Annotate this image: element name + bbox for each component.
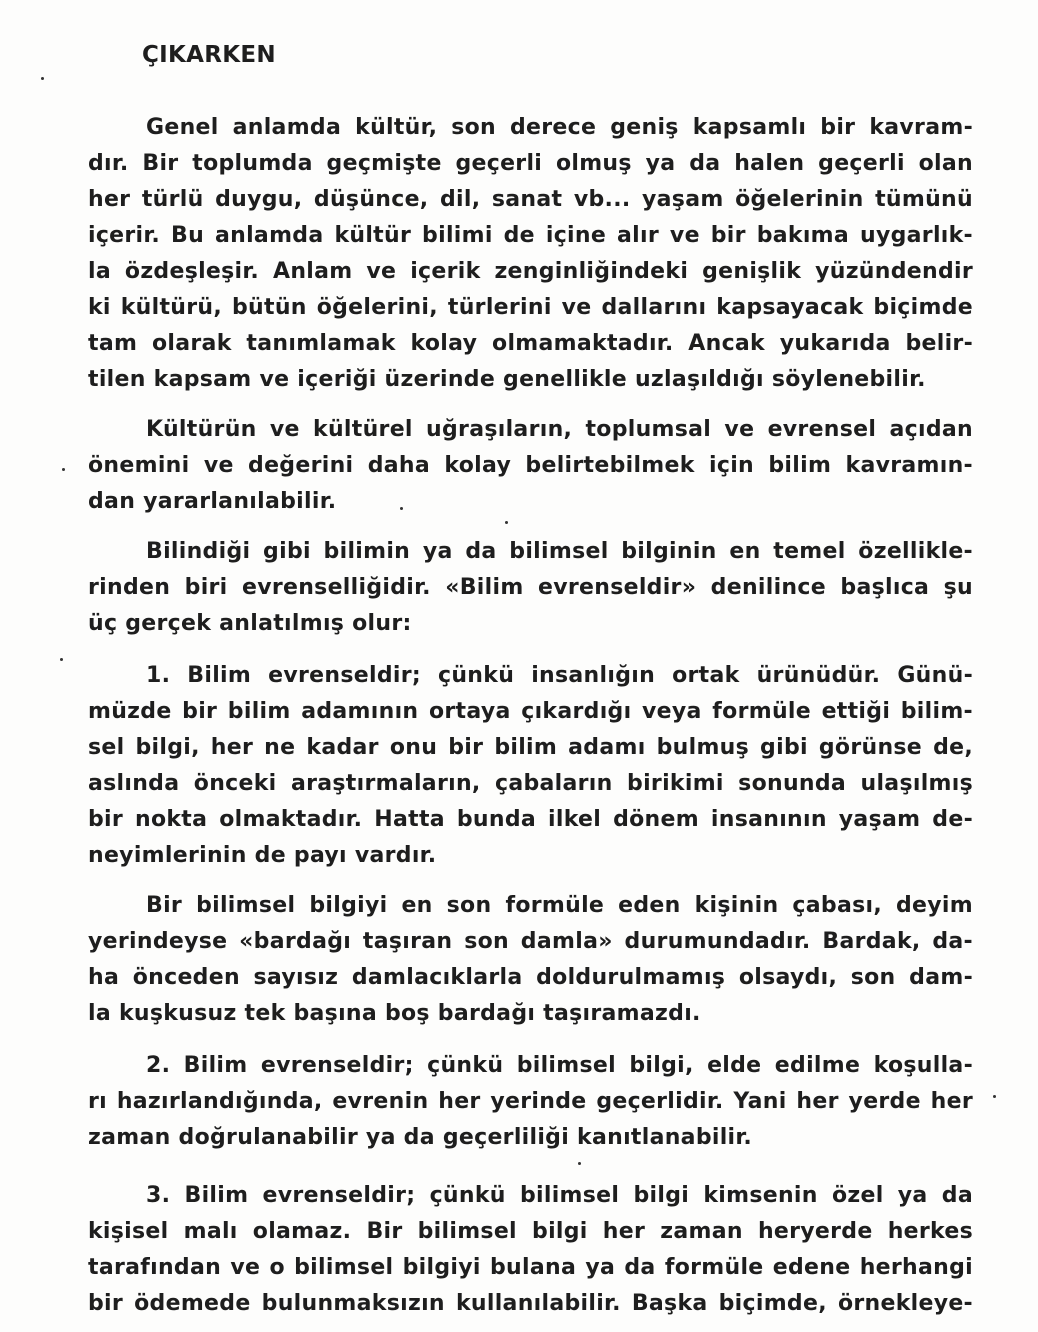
text-line: 2. Bilim evrenseldir; çünkü bilimsel bilgi, elde edilme koşulla-	[146, 1053, 973, 1078]
page-heading: ÇIKARKEN	[142, 42, 276, 68]
text-line: Bir bilimsel bilgiyi en son formüle eden kişinin çabası, deyim	[146, 893, 973, 918]
text-line: 1. Bilim evrenseldir; çünkü insanlığın ortak ürünüdür. Günü-	[146, 663, 973, 688]
paragraph-4	[88, 658, 973, 874]
text-line: rı hazırlandığında, evrenin her yerinde geçerlidir. Yani her yerde her	[88, 1089, 973, 1114]
text-line: önemini ve değerini daha kolay belirtebilmek için bilim kavramın-	[88, 453, 973, 478]
scan-speck	[993, 1095, 996, 1098]
text-line: Bilindiği gibi bilimin ya da bilimsel bilginin en temel özellikle-	[146, 539, 973, 564]
text-line: müzde bir bilim adamının ortaya çıkardığı veya formüle ettiği bilim-	[88, 699, 973, 724]
paragraph-6	[88, 1048, 973, 1156]
text-line: 3. Bilim evrenseldir; çünkü bilimsel bilgi kimsenin özel ya da	[146, 1183, 973, 1208]
text-line: dır. Bir toplumda geçmişte geçerli olmuş ya da halen geçerli olan	[88, 151, 973, 176]
paragraph-2	[88, 412, 973, 520]
text-line: yerindeyse «bardağı taşıran son damla» durumundadır. Bardak, da-	[88, 929, 973, 954]
scan-speck	[60, 658, 63, 661]
text-line: bir ödemede bulunmaksızın kullanılabilir. Başka biçimde, örnekleye-	[88, 1291, 973, 1316]
text-line: tam olarak tanımlamak kolay olmamaktadır. Ancak yukarıda belir-	[88, 331, 973, 356]
scan-speck	[578, 1162, 581, 1165]
text-line: Genel anlamda kültür, son derece geniş kapsamlı bir kavram-	[146, 115, 973, 140]
scan-speck	[41, 77, 44, 80]
text-line: zaman doğrulanabilir ya da geçerliliği kanıtlanabilir.	[88, 1125, 753, 1150]
scan-speck	[62, 468, 65, 471]
paragraph-5	[88, 888, 973, 1032]
paragraph-3	[88, 534, 973, 642]
paragraph-1	[88, 110, 973, 398]
text-line: la özdeşleşir. Anlam ve içerik zenginliğindeki genişlik yüzündendir	[88, 259, 973, 284]
text-line: üç gerçek anlatılmış olur:	[88, 611, 412, 636]
scan-speck	[505, 521, 508, 524]
text-line: bir nokta olmaktadır. Hatta bunda ilkel dönem insanının yaşam de-	[88, 807, 973, 832]
text-line: neyimlerinin de payı vardır.	[88, 843, 437, 868]
text-line: ha önceden sayısız damlacıklarla doldurulmamış olsaydı, son dam-	[88, 965, 973, 990]
text-line: sel bilgi, her ne kadar onu bir bilim adamı bulmuş gibi görünse de,	[88, 735, 973, 760]
text-line: her türlü duygu, düşünce, dil, sanat vb... yaşam öğelerinin tümünü	[88, 187, 973, 212]
text-line: Kültürün ve kültürel uğraşıların, toplumsal ve evrensel açıdan	[146, 417, 973, 442]
text-line: dan yararlanılabilir.	[88, 489, 337, 514]
text-line: kişisel malı olamaz. Bir bilimsel bilgi her zaman heryerde herkes	[88, 1219, 973, 1244]
text-line: ki kültürü, bütün öğelerini, türlerini ve dallarını kapsayacak biçimde	[88, 295, 973, 320]
paragraph-7	[88, 1178, 973, 1322]
scan-speck	[400, 507, 403, 510]
text-line: la kuşkusuz tek başına boş bardağı taşıramazdı.	[88, 1001, 701, 1026]
text-line: tarafından ve o bilimsel bilgiyi bulana ya da formüle edene herhangi	[88, 1255, 973, 1280]
text-line: içerir. Bu anlamda kültür bilimi de içine alır ve bir bakıma uygarlık-	[88, 223, 973, 248]
text-line: rinden biri evrenselliğidir. «Bilim evrenseldir» denilince başlıca şu	[88, 575, 973, 600]
text-line: aslında önceki araştırmaların, çabaların birikimi sonunda ulaşılmış	[88, 771, 973, 796]
text-line: tilen kapsam ve içeriği üzerinde genellikle uzlaşıldığı söylenebilir.	[88, 367, 926, 392]
